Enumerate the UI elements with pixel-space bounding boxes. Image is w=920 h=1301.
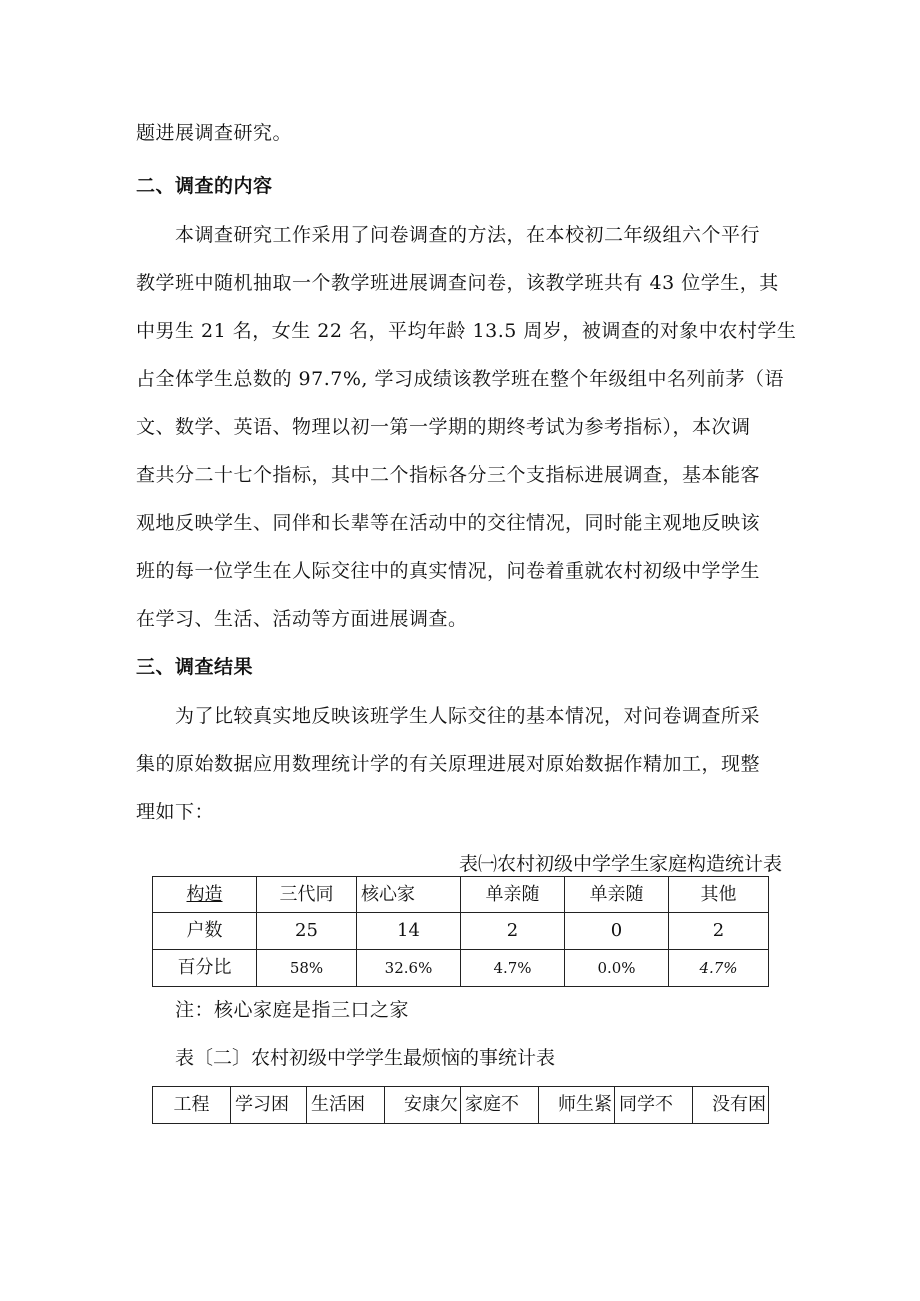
table-header-cell: 单亲随: [565, 877, 669, 913]
table-cell: 户数: [153, 913, 257, 950]
table-cell: 32.6%: [357, 950, 461, 987]
table-cell: 4.7%: [669, 950, 769, 987]
body-text-line: 观地反映学生、同伴和长辈等在活动中的交往情况，同时能主观地反映该: [136, 512, 761, 534]
body-text-line: 理如下：: [136, 801, 215, 823]
table-header-cell: 其他: [669, 877, 769, 913]
body-text-line: 题进展调查研究。: [136, 122, 293, 144]
table-cell: 4.7%: [461, 950, 565, 987]
table1-caption: 表㈠农村初级中学学生家庭构造统计表: [458, 853, 782, 875]
worries-table: [152, 1086, 769, 1124]
table-header-cell: 学习困: [231, 1087, 307, 1124]
body-text-line: 班的每一位学生在人际交往中的真实情况，问卷着重就农村初级中学学生: [136, 560, 761, 582]
body-text-line: 文、数学、英语、物理以初一第一学期的期终考试为参考指标），本次调: [136, 416, 751, 438]
table1-note: 注：核心家庭是指三口之家: [175, 999, 410, 1021]
table-header-row: [153, 877, 769, 913]
table-header-cell: 安康欠: [385, 1087, 461, 1124]
table-header-cell: 家庭不: [461, 1087, 539, 1124]
table-cell: 2: [669, 913, 769, 950]
table-header-cell: 单亲随: [461, 877, 565, 913]
table-cell: 0.0%: [565, 950, 669, 987]
table-row: [153, 950, 769, 987]
body-text-line: 在学习、生活、活动等方面进展调查。: [136, 608, 468, 630]
table-header-cell: 没有困: [693, 1087, 769, 1124]
table-header-cell: 构造: [153, 877, 257, 913]
table2-caption: 表〔二〕农村初级中学学生最烦恼的事统计表: [175, 1047, 556, 1069]
table-header-cell: 工程: [153, 1087, 231, 1124]
table-header-cell: 同学不: [615, 1087, 693, 1124]
section-heading-content: 二、调查的内容: [136, 175, 273, 197]
body-text-line: 为了比较真实地反映该班学生人际交往的基本情况，对问卷调查所采: [175, 705, 761, 727]
body-text-line: 占全体学生总数的 97.7%, 学习成绩该教学班在整个年级组中名列前茅（语: [136, 368, 784, 390]
body-text-line: 查共分二十七个指标，其中二个指标各分三个支指标进展调查，基本能客: [136, 464, 761, 486]
table-cell: 14: [357, 913, 461, 950]
table-cell: 25: [257, 913, 357, 950]
table-header-row: [153, 1087, 769, 1124]
table-header-cell: 三代同: [257, 877, 357, 913]
table-header-cell: 核心家: [357, 877, 461, 913]
table-header-cell: 生活困: [307, 1087, 385, 1124]
table-cell: 百分比: [153, 950, 257, 987]
table-cell: 2: [461, 913, 565, 950]
table-row: [153, 913, 769, 950]
family-structure-table: [152, 876, 769, 987]
body-text-line: 中男生 21 名，女生 22 名，平均年龄 13.5 周岁，被调查的对象中农村学生: [136, 320, 797, 342]
section-heading-results: 三、调查结果: [136, 656, 254, 678]
table-cell: 58%: [257, 950, 357, 987]
body-text-line: 教学班中随机抽取一个教学班进展调查问卷，该教学班共有 43 位学生，其: [136, 272, 779, 294]
table-cell: 0: [565, 913, 669, 950]
table-header-cell: 师生紧: [539, 1087, 615, 1124]
body-text-line: 本调查研究工作采用了问卷调查的方法，在本校初二年级组六个平行: [175, 224, 761, 246]
body-text-line: 集的原始数据应用数理统计学的有关原理进展对原始数据作精加工，现整: [136, 753, 761, 775]
